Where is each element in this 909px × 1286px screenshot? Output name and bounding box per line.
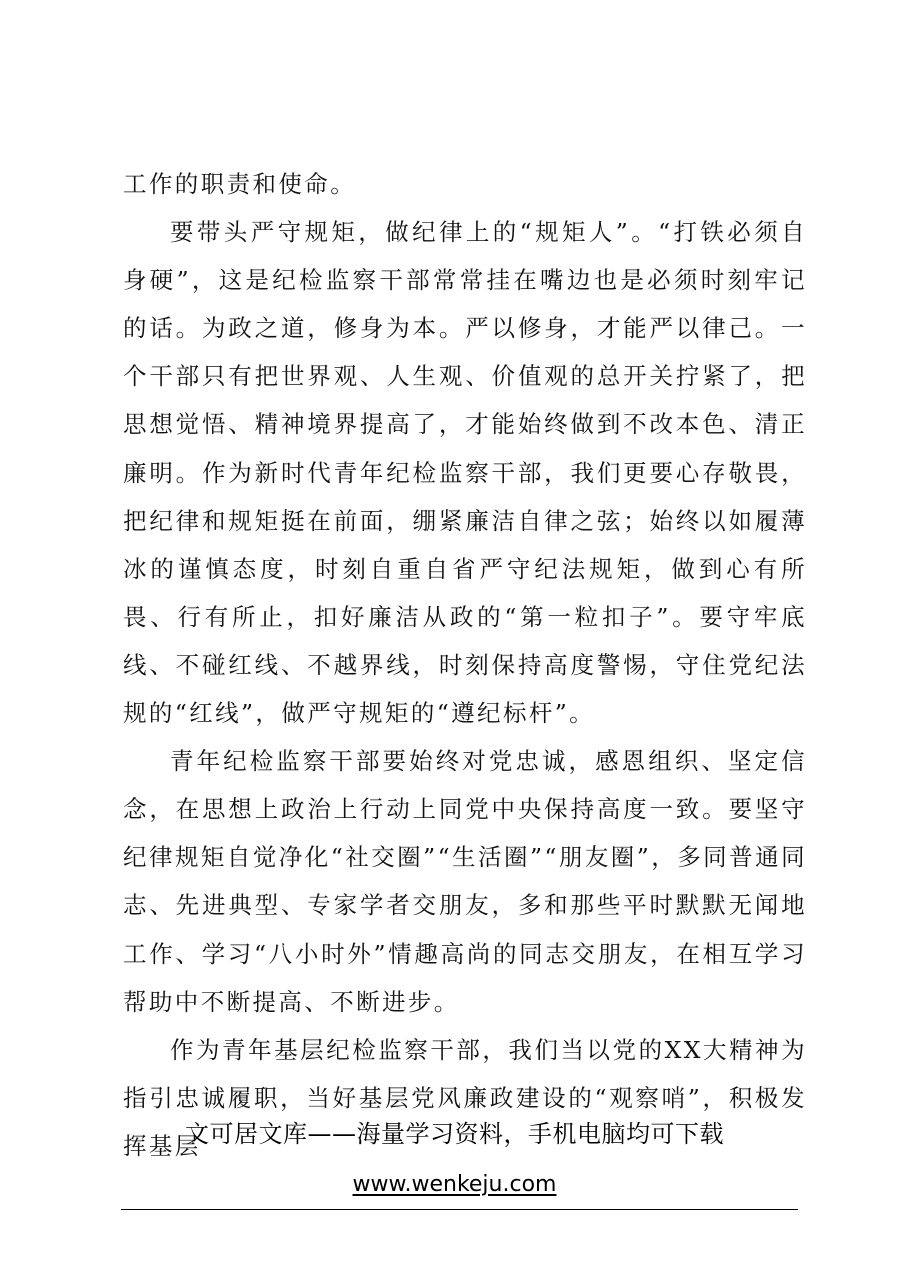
paragraph-2: 要带头严守规矩，做纪律上的“规矩人”。“打铁必须自身硬”，这是纪检监察干部常常挂在嘴边也是必须时刻牢记的话。为政之道，修身为本。严以修身，才能严以律己。一个干部只有把世界观、人生观、价值观的总开关拧紧了，把思想觉悟、精神境界提高了，才能始终做到不改本色、清正廉明。作为新时代青年纪检监察干部，我们更要心存敬畏，把纪律和规矩挺在前面，绷紧廉洁自律之弦；始终以如履薄冰的谨慎态度，时刻自重自省严守纪法规矩，做到心有所畏、行有所止，扣好廉洁从政的“第一粒扣子”。要守牢底线、不碰红线、不越界线，时刻保持高度警惕，守住党纪法规的“红线”，做严守规矩的“遵纪标杆”。 [123, 218, 807, 728]
footer-divider [121, 1209, 798, 1210]
paragraph-3: 青年纪检监察干部要始终对党忠诚，感恩组织、坚定信念，在思想上政治上行动上同党中央保持高度一致。要坚守纪律规矩自觉净化“社交圈”“生活圈”“朋友圈”，多同普通同志、先进典型、专家学者交朋友，多和那些平时默默无闻地工作、学习“八小时外”情趣高尚的同志交朋友，在相互学习帮助中不断提高、不断进步。 [123, 747, 807, 1016]
footer-url-link[interactable]: www.wenkeju.com [352, 1172, 557, 1197]
footer-slogan: 文可居文库——海量学习资料，手机电脑均可下载 [185, 1120, 724, 1148]
paragraph-4: 作为青年基层纪检监察干部，我们当以党的XX大精神为指引忠诚履职，当好基层党风廉政建设的“观察哨”，积极发挥基层 [123, 1035, 807, 1160]
body-text [123, 160, 807, 1170]
paragraph-1: 工作的职责和使命。 [123, 170, 357, 198]
